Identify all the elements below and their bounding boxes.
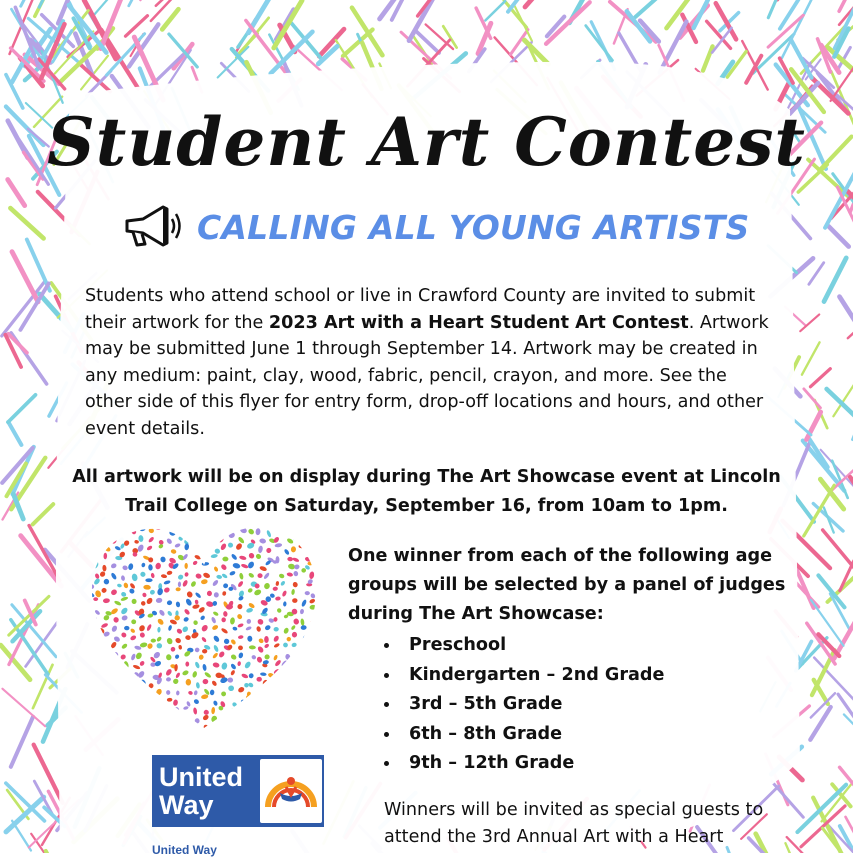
list-item: 6th – 8th Grade xyxy=(384,720,664,750)
united-way-logo xyxy=(152,755,324,827)
list-item: 9th – 12th Grade xyxy=(384,749,664,779)
heart-of-handprints-icon xyxy=(86,523,322,733)
list-item: Kindergarten – 2nd Grade xyxy=(384,661,664,691)
age-group-list xyxy=(384,631,664,779)
guests-paragraph: Winners will be invited as special guests to attend the 3rd Annual Art with a Heart xyxy=(384,797,804,851)
megaphone-icon xyxy=(123,203,185,249)
showcase-info: All artwork will be on display during The Art Showcase event at Lincoln Trail College on Saturday, September 16, from 10am to 1pm. xyxy=(60,463,793,521)
logo-caption: United Way xyxy=(152,843,217,857)
bullet-icon xyxy=(384,732,389,737)
subtitle: CALLING ALL YOUNG ARTISTS xyxy=(197,208,749,247)
intro-paragraph: Students who attend school or live in Crawford County are invited to submit their artwork for the 2023 Art with a Heart Student Art Contest. Artwork may be submitted June 1 through September 14. Artwork may be created in any medium: paint, clay, wood, fabric, pencil, crayon, and more. See the other side of this flyer for entry form, drop-off locations and hours, and other event details. xyxy=(85,283,775,442)
bullet-icon xyxy=(384,643,389,648)
bullet-icon xyxy=(384,673,389,678)
winner-intro: One winner from each of the following age groups will be selected by a panel of judges during The Art Showcase: xyxy=(348,542,788,629)
bullet-icon xyxy=(384,761,389,766)
bullet-icon xyxy=(384,702,389,707)
list-item: 3rd – 5th Grade xyxy=(384,690,664,720)
united-way-emblem-icon xyxy=(260,759,322,823)
page-title: Student Art Contest xyxy=(0,103,853,181)
contest-name: 2023 Art with a Heart Student Art Contest xyxy=(269,313,689,333)
list-item: Preschool xyxy=(384,631,664,661)
logo-text: United Way xyxy=(152,763,255,819)
